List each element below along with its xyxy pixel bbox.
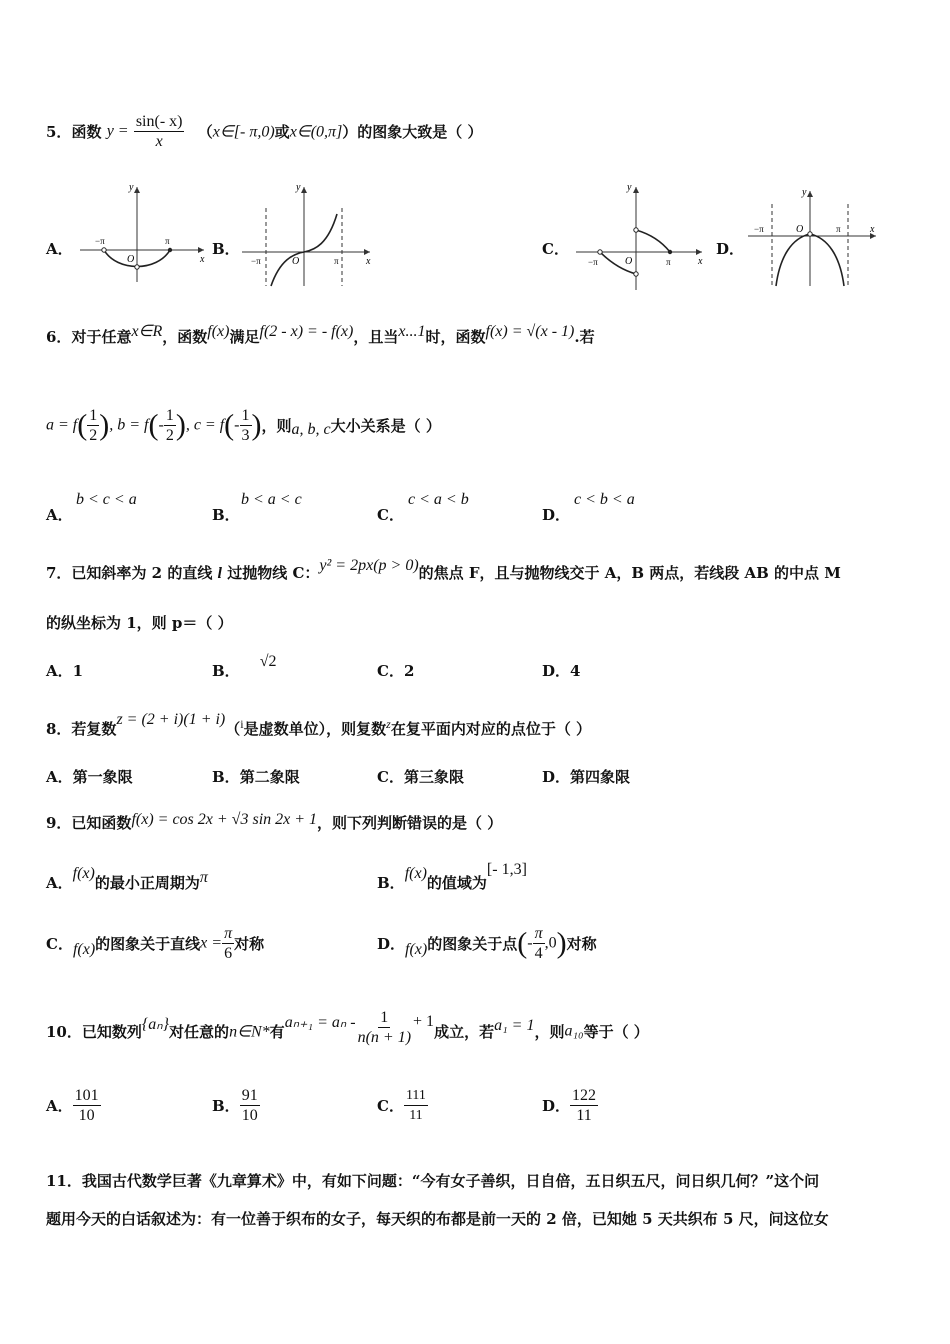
q5-stem: 5．函数 y = $\frac{\sin(- x)}{x}$ （x∈[- π,0)或x∈(0,π]）的图象大致是（ ） bbox=[46, 113, 483, 150]
q5-func-fraction: $\frac{\sin(- x)}{x}$ bbox=[135, 113, 183, 150]
q10-option-b: B． $\frac{91}{10}$ bbox=[212, 1087, 258, 1124]
q9-option-b: B．f(x)的值域为[- 1,3] bbox=[377, 861, 527, 892]
q6-option-a-label: A． bbox=[46, 506, 73, 524]
q6-option-c-label: C． bbox=[377, 506, 404, 524]
svg-text:y: y bbox=[802, 187, 807, 198]
q8-option-d: D．第四象限 bbox=[542, 768, 631, 786]
svg-text:−π: −π bbox=[754, 224, 764, 234]
q6-stem-line2: a = f( $\frac{1}{2}$ ), b = f(- $\frac{1}{2}$ ), c = f(- $\frac{1}{3}$ )，则a, b, c大小关系是（ ） bbox=[46, 407, 441, 444]
q5-func-lhs: y = bbox=[106, 122, 129, 140]
q5-graph-c bbox=[570, 182, 710, 294]
q5-graph-d bbox=[744, 186, 884, 290]
svg-text:π: π bbox=[666, 257, 671, 267]
svg-text:y: y bbox=[296, 182, 301, 193]
q5-graph-a bbox=[72, 182, 212, 287]
svg-text:O: O bbox=[796, 224, 804, 235]
q7-option-c: C．2 bbox=[377, 662, 415, 680]
svg-text:π: π bbox=[836, 224, 841, 234]
svg-text:π: π bbox=[334, 256, 339, 266]
svg-text:x: x bbox=[366, 256, 371, 267]
svg-text:x: x bbox=[870, 224, 875, 235]
q5-option-a-label: A． bbox=[46, 240, 73, 258]
q6-stem-line1: 6．对于任意x∈R，函数f(x)满足f(2 - x) = - f(x)，且当x...1时，函数f(x) = √(x - 1).若 bbox=[46, 323, 595, 346]
svg-text:−π: −π bbox=[588, 257, 598, 267]
q5-domain-2: x∈(0,π] bbox=[289, 123, 343, 141]
svg-text:O: O bbox=[127, 254, 135, 265]
q5-option-b-label: B． bbox=[212, 240, 240, 258]
svg-text:y: y bbox=[129, 182, 134, 193]
q9-option-c: C．f(x)的图象关于直线x = $\frac{\pi}{6}$ 对称 bbox=[46, 925, 265, 962]
q10-option-a: A． $\frac{101}{10}$ bbox=[46, 1087, 99, 1124]
svg-text:x: x bbox=[698, 256, 703, 267]
q8-option-a: A．第一象限 bbox=[46, 768, 133, 786]
q9-stem: 9．已知函数f(x) = cos 2x + √3 sin 2x + 1，则下列判断错误的是（ ） bbox=[46, 811, 503, 832]
svg-text:π: π bbox=[165, 236, 170, 246]
q11-line1: 11．我国古代数学巨著《九章算术》中，有如下问题：“今有女子善织，日自倍，五日织五尺，问日织几何？”这个问 bbox=[46, 1172, 820, 1190]
q5-number: 5． bbox=[46, 123, 72, 141]
q5-graph-b bbox=[238, 182, 378, 290]
q8-stem: 8．若复数z = (2 + i)(1 + i)（$^i$是虚数单位），则复数$^z$在复平面内对应的点位于（ ） bbox=[46, 711, 592, 738]
svg-text:y: y bbox=[627, 182, 632, 193]
svg-text:−π: −π bbox=[95, 236, 105, 246]
q6-option-a-value: b < c < a bbox=[76, 491, 137, 508]
q7-stem-line2: 的纵坐标为 1，则 p＝（ ） bbox=[46, 614, 233, 632]
q10-option-c: C． $\frac{111}{11}$ bbox=[377, 1088, 426, 1123]
q6-option-b-value: b < a < c bbox=[241, 491, 302, 508]
q5-option-c-label: C． bbox=[542, 240, 569, 258]
q8-option-c: C．第三象限 bbox=[377, 768, 464, 786]
q6-option-d-value: c < b < a bbox=[574, 491, 635, 508]
svg-text:x: x bbox=[200, 254, 205, 265]
q7-option-b: B．√2 bbox=[212, 653, 277, 680]
svg-text:O: O bbox=[625, 256, 633, 267]
svg-text:−π: −π bbox=[251, 256, 261, 266]
q7-option-a: A．1 bbox=[46, 662, 84, 680]
q5-domain-1: x∈[- π,0) bbox=[212, 123, 275, 141]
q9-option-d: D．f(x)的图象关于点(- $\frac{\pi}{4}$ ,0)对称 bbox=[377, 925, 597, 962]
q6-option-d-label: D． bbox=[542, 506, 571, 524]
q10-stem: 10．已知数列{aₙ}对任意的n∈N*有aₙ₊₁ = aₙ - $\frac{1}{n(n + 1)}$ + 1成立，若a₁ = 1，则a₁₀等于（ ） bbox=[46, 1009, 649, 1046]
q7-stem-line1: 7．已知斜率为 2 的直线 l 过抛物线 C：y² = 2px(p > 0)的焦点 F，且与抛物线交于 A，B 两点，若线段 AB 的中点 M bbox=[46, 557, 841, 582]
q6-option-c-value: c < a < b bbox=[408, 491, 469, 508]
q6-option-b-label: B． bbox=[212, 506, 240, 524]
svg-text:O: O bbox=[292, 256, 300, 267]
q10-option-d: D． $\frac{122}{11}$ bbox=[542, 1087, 597, 1124]
q7-option-d: D．4 bbox=[542, 662, 581, 680]
q8-option-b: B．第二象限 bbox=[212, 768, 300, 786]
q5-option-d-label: D． bbox=[716, 240, 745, 258]
q9-option-a: A．f(x)的最小正周期为π bbox=[46, 865, 208, 892]
q11-line2: 题用今天的白话叙述为：有一位善于织布的女子，每天织的布都是前一天的 2 倍，已知她 5 天共织布 5 尺，问这位女 bbox=[46, 1210, 829, 1228]
q5-lead: 函数 bbox=[71, 123, 102, 141]
